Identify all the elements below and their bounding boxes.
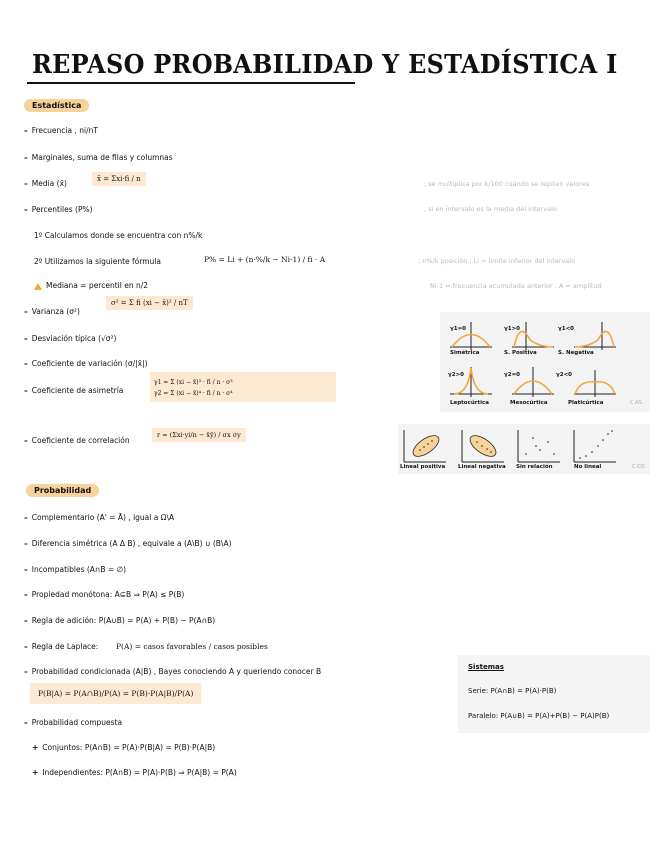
line-varianza: – Varianza (σ²) — [24, 307, 80, 316]
formula-asimetria-1: γ1 = Σ (xi − x̄)³ · fi / n · σ³ — [154, 379, 233, 386]
warning-icon — [34, 283, 42, 290]
line-desviacion: – Desviación típica (√σ²) — [24, 334, 117, 343]
distribution-shapes-panel — [440, 312, 650, 412]
sistemas-paralelo: Paralelo: P(A∪B) = P(A)+P(B) − P(A)P(B) — [468, 712, 610, 720]
line-independientes: + Independientes: P(A∩B) = P(A)·P(B) ⇒ P(A|B) = P(A) — [32, 768, 237, 777]
formula-laplace: P(A) = casos favorables / casos posibles — [116, 642, 268, 651]
line-condicionada: – Probabilidad condicionada (A|B) , Bayes conociendo A y queriendo conocer B — [24, 667, 322, 676]
dist-label-simetrica: Simétrica — [450, 350, 480, 356]
asimetria-formula-box — [150, 372, 336, 402]
page-title: REPASO PROBABILIDAD Y ESTADÍSTICA I — [32, 50, 618, 80]
line-diferencia: – Diferencia simétrica (A Δ B) , equivale a (A\B) ∪ (B\A) — [24, 539, 232, 548]
line-adicion: – Regla de adición: P(A∪B) = P(A) + P(B) − P(A∩B) — [24, 616, 216, 625]
line-conjuntos: + Conjuntos: P(A∩B) = P(A)·P(B|A) = P(B)·P(A|B) — [32, 743, 216, 752]
dist-label-leptocurtica: Leptocúrtica — [450, 400, 489, 406]
line-complementario: – Complementario (A' = Ā) , igual a Ω\A — [24, 513, 175, 522]
line-coef-variacion: – Coeficiente de variación (σ/|x̄|) — [24, 359, 148, 368]
dist-value-s-positiva: γ1>0 — [504, 326, 521, 332]
formula-bayes: P(B|A) = P(A∩B)/P(A) = P(B)·P(A|B)/P(A) — [30, 683, 201, 704]
side-note-3: ; n%/k posición , Li = límite inferior del intervalo — [418, 257, 576, 265]
dist-s-negativa — [574, 322, 616, 350]
corr-label-no-lineal: No lineal — [574, 464, 602, 470]
line-asimetria: – Coeficiente de asimetría — [24, 386, 124, 395]
line-mediana: Mediana = percentil en n/2 — [34, 281, 148, 290]
line-correlacion: – Coeficiente de correlación — [24, 436, 130, 445]
formula-percentil: P% = Li + (n·%/k − Ni-1) / fi · A — [204, 255, 326, 264]
distribution-shapes-svg — [440, 312, 650, 412]
formula-asimetria-2: γ2 = Σ (xi − x̄)⁴ · fi / n · σ⁴ — [154, 390, 233, 397]
title-underline — [27, 82, 355, 84]
corr-no-lineal — [574, 430, 616, 462]
correlation-panel — [398, 424, 650, 474]
corr-lineal-positiva — [404, 430, 446, 462]
dist-value-s-negativa: γ1<0 — [558, 326, 575, 332]
dist-platicurtica — [574, 370, 616, 397]
formula-varianza: σ² = Σ fi (xi − x̄)² / nT — [106, 296, 193, 310]
dist-value-leptocurtica: γ2>0 — [448, 372, 465, 378]
formula-media: x̄ = Σxi·fi / n — [92, 172, 146, 186]
line-step1: 1º Calculamos donde se encuentra con n%/k — [34, 231, 203, 240]
line-marginales: – Marginales, suma de filas y columnas — [24, 153, 173, 162]
corr-sin-relacion — [518, 430, 560, 462]
dist-value-mesocurtica: γ2=0 — [504, 372, 521, 378]
line-compuesta: – Probabilidad compuesta — [24, 718, 123, 727]
line-laplace: – Regla de Laplace: — [24, 642, 99, 651]
dist-tag: C.AS. — [630, 400, 644, 406]
corr-label-sin-relacion: Sin relación — [516, 464, 553, 470]
line-media: – Media (x̄) — [24, 179, 67, 188]
line-frecuencia: – Frecuencia , ni/nT — [24, 126, 98, 135]
corr-label-lineal-negativa: Lineal negativa — [458, 464, 506, 470]
formula-correlacion: r = (Σxi·yi/n − x̄ȳ) / σx σy — [152, 428, 246, 442]
section-badge-probabilidad: Probabilidad — [26, 484, 99, 497]
sistemas-serie: Serie: P(A∩B) = P(A)·P(B) — [468, 687, 557, 695]
dist-value-simetrica: γ1=0 — [450, 326, 467, 332]
dist-label-s-positiva: S. Positiva — [504, 350, 537, 356]
sistemas-title: Sistemas — [468, 663, 504, 671]
dist-label-mesocurtica: Mesocúrtica — [510, 400, 548, 406]
line-step2: 2º Utilizamos la siguiente fórmula — [34, 257, 161, 266]
line-incompatibles: – Incompatibles (A∩B = ∅) — [24, 565, 127, 574]
sistemas-panel — [458, 655, 650, 733]
corr-tag: C.CO. — [632, 464, 646, 470]
line-monotonia: – Propiedad monótona: A⊆B ⇒ P(A) ≤ P(B) — [24, 590, 185, 599]
dist-value-platicurtica: γ2<0 — [556, 372, 573, 378]
dist-label-platicurtica: Platicúrtica — [568, 400, 604, 406]
corr-label-lineal-positiva: Lineal positiva — [400, 464, 446, 470]
section-badge-estadistica: Estadística — [24, 99, 89, 112]
side-note-4: Ni-1 = frecuencia acumulada anterior , A = amplitud — [430, 282, 602, 290]
side-note-2: ; si en intervalo es la media del intervalo — [424, 205, 557, 213]
dist-label-s-negativa: S. Negativa — [558, 350, 594, 356]
side-note-1: ; se multiplica por k/100 cuando se repiten valores — [424, 180, 590, 188]
corr-lineal-negativa — [462, 430, 504, 462]
line-percentiles: – Percentiles (P%) — [24, 205, 93, 214]
